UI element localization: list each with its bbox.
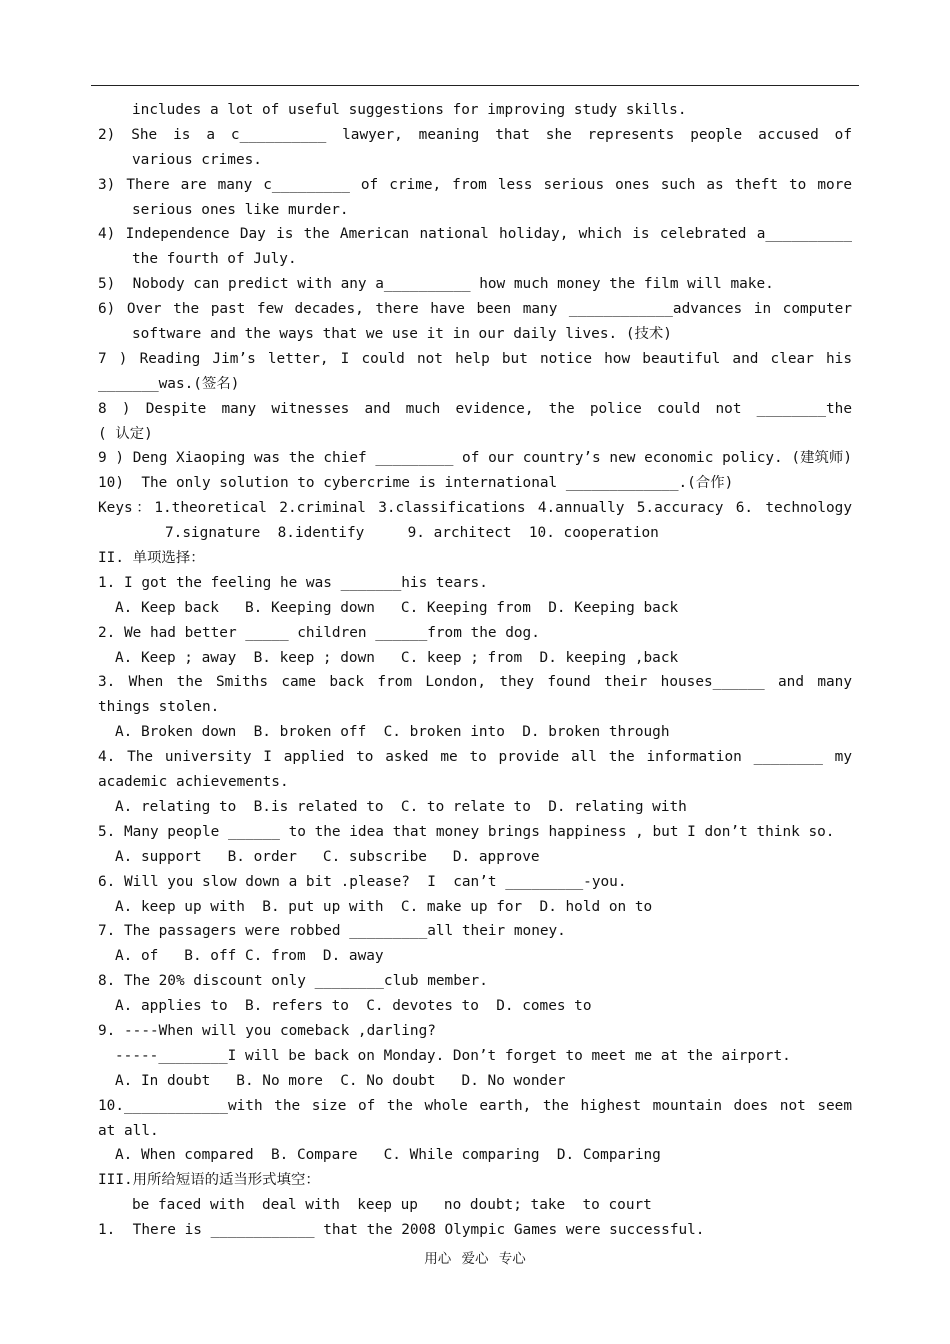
text-line: A. relating to B.is related to C. to relate to D. relating with — [115, 798, 687, 815]
text-line: A. applies to B. refers to C. devotes to D. comes to — [115, 998, 592, 1015]
text-line: 4. The university I applied to asked me to provide all the information ________ my — [98, 749, 852, 766]
text-line: 9. ----When will you comeback ,darling? — [98, 1022, 436, 1039]
text-line: Keys：1.theoretical 2.criminal 3.classifications 4.annually 5.accuracy 6. technology — [98, 500, 852, 517]
text-line: 10) The only solution to cybercrime is international _____________.(合作) — [98, 475, 734, 492]
text-line: 2. We had better _____ children ______from the dog. — [98, 624, 540, 641]
text-line: 9 ) Deng Xiaoping was the chief _________ of our country’s new economic policy. (建筑师) — [98, 450, 852, 467]
text-line: 3) There are many c_________ of crime, from less serious ones such as theft to more — [98, 176, 852, 193]
text-line: 5. Many people ______ to the idea that money brings happiness , but I don’t think so. — [98, 823, 835, 840]
text-line: 8. The 20% discount only ________club member. — [98, 973, 488, 990]
text-line: 8 ) Despite many witnesses and much evidence, the police could not ________the — [98, 400, 852, 417]
text-line: A. of B. off C. from D. away — [115, 948, 384, 965]
text-line: _______was.(签名) — [98, 375, 240, 392]
document-body — [98, 98, 852, 1243]
text-line: software and the ways that we use it in our daily lives. (技术) — [132, 326, 672, 343]
text-line: 7 ) Reading Jim’s letter, I could not help but notice how beautiful and clear his — [98, 350, 852, 367]
text-line: at all. — [98, 1122, 159, 1139]
text-line: ( 认定) — [98, 425, 153, 442]
text-line: 7.signature 8.identify 9. architect 10. cooperation — [165, 525, 659, 542]
text-line: academic achievements. — [98, 774, 289, 791]
text-line: 4) Independence Day is the American national holiday, which is celebrated a__________ — [98, 226, 852, 243]
text-line: 3. When the Smiths came back from London, they found their houses______ and many — [98, 674, 852, 691]
text-line: 7. The passagers were robbed _________all their money. — [98, 923, 566, 940]
text-line: 5) Nobody can predict with any a__________ how much money the film will make. — [98, 276, 774, 293]
text-line: 6) Over the past few decades, there have been many ____________advances in computer — [98, 301, 852, 318]
text-line: 6. Will you slow down a bit .please? I can’t _________-you. — [98, 873, 627, 890]
text-line: A. Keep back B. Keeping down C. Keeping from D. Keeping back — [115, 599, 679, 616]
text-line: A. In doubt B. No more C. No doubt D. No wonder — [115, 1072, 566, 1089]
text-line: serious ones like murder. — [132, 201, 349, 218]
text-line: 2) She is a c__________ lawyer, meaning that she represents people accused of — [98, 126, 852, 143]
text-line: -----________I will be back on Monday. Don’t forget to meet me at the airport. — [115, 1047, 791, 1064]
text-line: various crimes. — [132, 151, 262, 168]
text-line: 1. I got the feeling he was _______his tears. — [98, 574, 488, 591]
text-line: A. keep up with B. put up with C. make up for D. hold on to — [115, 898, 653, 915]
text-line: A. Keep ; away B. keep ; down C. keep ; from D. keeping ,back — [115, 649, 679, 666]
page-footer: 用心 爱心 专心 — [424, 1251, 526, 1267]
header-rule — [91, 85, 859, 86]
text-line: II. 单项选择： — [98, 550, 205, 567]
text-line: be faced with deal with keep up no doubt; take to court — [132, 1197, 652, 1214]
text-line: A. Broken down B. broken off C. broken into D. broken through — [115, 724, 670, 741]
text-line: 1. There is ____________ that the 2008 Olympic Games were successful. — [98, 1222, 705, 1239]
text-line: 10.____________with the size of the whole earth, the highest mountain does not seem — [98, 1097, 852, 1114]
text-line: includes a lot of useful suggestions for improving study skills. — [132, 102, 687, 118]
text-line: III.用所给短语的适当形式填空： — [98, 1172, 320, 1189]
text-line: A. When compared B. Compare C. While comparing D. Comparing — [115, 1147, 661, 1164]
text-line: things stolen. — [98, 699, 220, 716]
text-line: A. support B. order C. subscribe D. approve — [115, 848, 540, 865]
text-line: the fourth of July. — [132, 251, 297, 268]
